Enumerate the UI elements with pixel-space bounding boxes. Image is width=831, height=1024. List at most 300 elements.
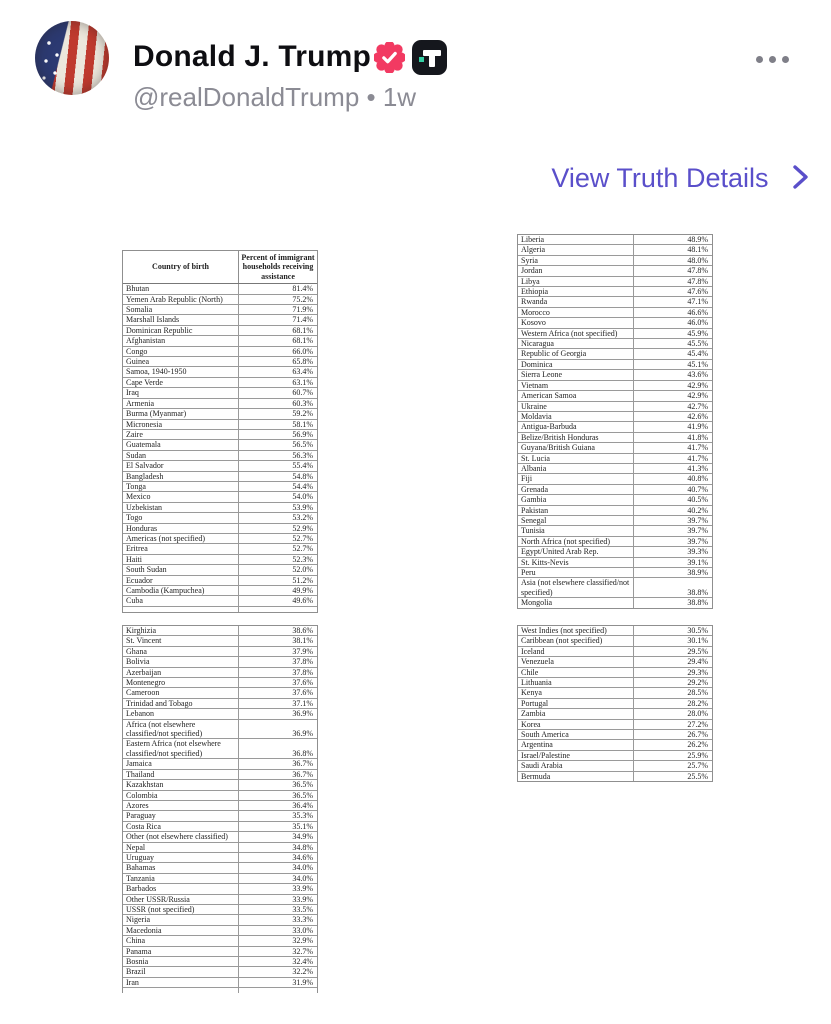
country-cell: Zambia bbox=[518, 709, 634, 718]
percent-cell: 36.7% bbox=[292, 769, 313, 779]
country-cell: Belize/British Honduras bbox=[518, 433, 634, 442]
table-row bbox=[518, 739, 712, 749]
country-cell: St. Vincent bbox=[123, 636, 239, 645]
percent-cell: 33.0% bbox=[292, 925, 313, 935]
country-cell: Cameroon bbox=[123, 688, 239, 697]
table-row bbox=[123, 554, 317, 564]
country-cell: Tanzania bbox=[123, 874, 239, 883]
country-cell: Pakistan bbox=[518, 506, 634, 515]
percent-cell: 25.7% bbox=[687, 761, 708, 771]
percent-cell: 45.4% bbox=[687, 349, 708, 359]
table-row bbox=[123, 575, 317, 585]
table-row bbox=[123, 325, 317, 335]
table-row bbox=[123, 687, 317, 697]
percent-cell: 45.1% bbox=[687, 359, 708, 369]
table-row bbox=[518, 265, 712, 275]
country-cell: Congo bbox=[123, 347, 239, 356]
table-row bbox=[123, 523, 317, 533]
table-row bbox=[123, 346, 317, 356]
table-row bbox=[123, 677, 317, 687]
country-cell: St. Lucia bbox=[518, 454, 634, 463]
table-row bbox=[518, 463, 712, 473]
percent-cell: 34.0% bbox=[292, 863, 313, 873]
truth-logo-teal-dot bbox=[419, 57, 424, 62]
percent-cell: 33.3% bbox=[292, 915, 313, 925]
country-cell: Kosovo bbox=[518, 318, 634, 327]
table-row bbox=[123, 698, 317, 708]
table-row bbox=[518, 677, 712, 687]
table-row bbox=[518, 390, 712, 400]
table-row bbox=[123, 502, 317, 512]
percent-cell: 39.7% bbox=[687, 526, 708, 536]
country-cell: Macedonia bbox=[123, 926, 239, 935]
country-cell: Mongolia bbox=[518, 598, 634, 607]
ellipsis-menu-icon[interactable] bbox=[756, 56, 789, 63]
percent-cell: 43.6% bbox=[687, 370, 708, 380]
percent-cell: 40.7% bbox=[687, 484, 708, 494]
table-row bbox=[123, 894, 317, 904]
country-cell: Yemen Arab Republic (North) bbox=[123, 295, 239, 304]
table-row bbox=[123, 429, 317, 439]
percent-cell: 36.5% bbox=[292, 780, 313, 790]
table-row bbox=[123, 439, 317, 449]
percent-cell: 26.7% bbox=[687, 730, 708, 740]
country-cell: Ghana bbox=[123, 647, 239, 656]
percent-cell: 38.1% bbox=[292, 636, 313, 646]
table-row bbox=[123, 873, 317, 883]
percent-cell: 34.6% bbox=[292, 852, 313, 862]
country-cell: Costa Rica bbox=[123, 822, 239, 831]
percent-cell: 36.9% bbox=[292, 709, 313, 719]
country-cell: Nicaragua bbox=[518, 339, 634, 348]
table-row bbox=[518, 687, 712, 697]
percent-cell: 47.6% bbox=[687, 287, 708, 297]
percent-cell: 29.3% bbox=[687, 667, 708, 677]
country-cell: South America bbox=[518, 730, 634, 739]
percent-cell: 25.9% bbox=[687, 750, 708, 760]
chevron-right-icon bbox=[792, 164, 810, 190]
table-row bbox=[518, 276, 712, 286]
clipped-partial-row bbox=[123, 606, 317, 612]
percent-cell: 54.0% bbox=[292, 492, 313, 502]
table-row bbox=[518, 760, 712, 770]
percent-cell: 29.5% bbox=[687, 646, 708, 656]
country-cell: Senegal bbox=[518, 516, 634, 525]
percent-cell: 37.6% bbox=[292, 688, 313, 698]
table-row bbox=[518, 296, 712, 306]
country-cell: Paraguay bbox=[123, 811, 239, 820]
assistance-table-top-right bbox=[517, 234, 713, 609]
percent-cell: 32.2% bbox=[292, 967, 313, 977]
percent-cell: 37.9% bbox=[292, 646, 313, 656]
table-row bbox=[518, 255, 712, 265]
table-row bbox=[123, 512, 317, 522]
country-cell: Tunisia bbox=[518, 526, 634, 535]
table-row bbox=[123, 419, 317, 429]
table-row bbox=[518, 411, 712, 421]
table-header-row bbox=[123, 251, 317, 284]
percent-cell: 30.5% bbox=[687, 626, 708, 635]
percent-cell: 71.9% bbox=[292, 305, 313, 315]
table-row bbox=[123, 398, 317, 408]
percent-cell: 48.0% bbox=[687, 255, 708, 265]
country-cell: Africa (not elsewhere classified/not specified) bbox=[123, 720, 239, 739]
country-cell: Gambia bbox=[518, 495, 634, 504]
percent-cell: 28.5% bbox=[687, 688, 708, 698]
percent-cell: 60.7% bbox=[292, 388, 313, 398]
percent-cell: 36.5% bbox=[292, 790, 313, 800]
country-cell: Iran bbox=[123, 978, 239, 987]
country-cell: Americas (not specified) bbox=[123, 534, 239, 543]
table-row bbox=[518, 484, 712, 494]
country-cell: Uzbekistan bbox=[123, 503, 239, 512]
country-cell: Bermuda bbox=[518, 772, 634, 781]
table-row bbox=[123, 800, 317, 810]
table-row bbox=[518, 286, 712, 296]
table-row bbox=[123, 356, 317, 366]
table-row bbox=[518, 536, 712, 546]
country-cell: Chile bbox=[518, 668, 634, 677]
percent-cell: 54.8% bbox=[292, 471, 313, 481]
country-cell: Guinea bbox=[123, 357, 239, 366]
country-cell: Marshall Islands bbox=[123, 315, 239, 324]
percent-cell: 37.8% bbox=[292, 667, 313, 677]
percent-cell: 58.1% bbox=[292, 419, 313, 429]
country-cell: Guatemala bbox=[123, 440, 239, 449]
truth-social-logo bbox=[412, 40, 447, 75]
percent-cell: 55.4% bbox=[292, 461, 313, 471]
country-cell: Uruguay bbox=[123, 853, 239, 862]
percent-cell: 39.1% bbox=[687, 557, 708, 567]
percent-cell: 25.5% bbox=[687, 771, 708, 781]
country-cell: Fiji bbox=[518, 474, 634, 483]
percent-cell: 32.9% bbox=[292, 936, 313, 946]
table-row bbox=[123, 294, 317, 304]
percent-cell: 37.6% bbox=[292, 678, 313, 688]
country-cell: Afghanistan bbox=[123, 336, 239, 345]
percent-cell: 37.8% bbox=[292, 657, 313, 667]
table-row bbox=[123, 883, 317, 893]
country-cell: Barbados bbox=[123, 884, 239, 893]
percent-cell: 28.2% bbox=[687, 698, 708, 708]
table-row bbox=[123, 821, 317, 831]
percent-cell: 33.5% bbox=[292, 904, 313, 914]
table-row bbox=[123, 656, 317, 666]
country-cell: St. Kitts-Nevis bbox=[518, 558, 634, 567]
country-cell: Bolivia bbox=[123, 657, 239, 666]
percent-cell: 29.4% bbox=[687, 657, 708, 667]
percent-cell: 47.8% bbox=[687, 266, 708, 276]
column-header-country: Country of birth bbox=[123, 251, 239, 283]
country-cell: Mexico bbox=[123, 492, 239, 501]
table-row bbox=[123, 366, 317, 376]
percent-cell: 30.1% bbox=[687, 636, 708, 646]
country-cell: Cambodia (Kampuchea) bbox=[123, 586, 239, 595]
table-row bbox=[518, 307, 712, 317]
percent-cell: 39.7% bbox=[687, 515, 708, 525]
percent-cell: 42.9% bbox=[687, 391, 708, 401]
table-row bbox=[518, 557, 712, 567]
author-handle[interactable]: @realDonaldTrump • 1w bbox=[133, 82, 417, 112]
table-row bbox=[123, 779, 317, 789]
table-row bbox=[123, 842, 317, 852]
table-row bbox=[518, 442, 712, 452]
table-row bbox=[123, 831, 317, 841]
table-row bbox=[123, 719, 317, 739]
country-cell: Haiti bbox=[123, 555, 239, 564]
percent-cell: 52.0% bbox=[292, 565, 313, 575]
table-row bbox=[518, 597, 712, 607]
percent-cell: 46.6% bbox=[687, 307, 708, 317]
percent-cell: 68.1% bbox=[292, 336, 313, 346]
table-row bbox=[123, 314, 317, 324]
country-cell: North Africa (not specified) bbox=[518, 537, 634, 546]
country-cell: Nepal bbox=[123, 843, 239, 852]
table-row bbox=[518, 338, 712, 348]
percent-cell: 45.9% bbox=[687, 328, 708, 338]
table-row bbox=[518, 453, 712, 463]
percent-cell: 49.9% bbox=[292, 586, 313, 595]
country-cell: West Indies (not specified) bbox=[518, 626, 634, 635]
assistance-table-bottom-left bbox=[122, 625, 318, 993]
table-row bbox=[123, 481, 317, 491]
country-cell: Asia (not elsewhere classified/not specified) bbox=[518, 578, 634, 597]
table-row bbox=[518, 567, 712, 577]
percent-cell: 35.1% bbox=[292, 821, 313, 831]
country-cell: Egypt/United Arab Rep. bbox=[518, 547, 634, 556]
table-row bbox=[518, 729, 712, 739]
percent-cell: 41.7% bbox=[687, 443, 708, 453]
table-row bbox=[123, 769, 317, 779]
percent-cell: 31.9% bbox=[292, 977, 313, 987]
table-row bbox=[123, 790, 317, 800]
table-row bbox=[123, 491, 317, 501]
country-cell: Venezuela bbox=[518, 657, 634, 666]
country-cell: Jordan bbox=[518, 266, 634, 275]
table-row bbox=[518, 348, 712, 358]
table-row bbox=[123, 977, 317, 987]
percent-cell: 36.7% bbox=[292, 759, 313, 769]
table-row bbox=[518, 698, 712, 708]
country-cell: Honduras bbox=[123, 524, 239, 533]
table-row bbox=[123, 667, 317, 677]
table-row bbox=[518, 708, 712, 718]
country-cell: Dominican Republic bbox=[123, 326, 239, 335]
table-row bbox=[123, 533, 317, 543]
percent-cell: 35.3% bbox=[292, 811, 313, 821]
table-row bbox=[518, 359, 712, 369]
percent-cell: 40.5% bbox=[687, 495, 708, 505]
country-cell: Kirghizia bbox=[123, 626, 239, 635]
country-cell: Republic of Georgia bbox=[518, 349, 634, 358]
percent-cell: 54.4% bbox=[292, 481, 313, 491]
table-row bbox=[518, 626, 712, 635]
table-row bbox=[123, 966, 317, 976]
table-row bbox=[123, 304, 317, 314]
country-cell: Korea bbox=[518, 720, 634, 729]
country-cell: Bhutan bbox=[123, 284, 239, 293]
country-cell: Cape Verde bbox=[123, 378, 239, 387]
avatar[interactable] bbox=[35, 21, 109, 95]
country-cell: Sudan bbox=[123, 451, 239, 460]
table-row bbox=[123, 862, 317, 872]
table-row bbox=[123, 852, 317, 862]
table-row bbox=[518, 505, 712, 515]
percent-cell: 41.9% bbox=[687, 422, 708, 432]
percent-cell: 49.6% bbox=[292, 596, 313, 606]
table-row bbox=[518, 515, 712, 525]
percent-cell: 37.1% bbox=[292, 698, 313, 708]
percent-cell: 27.2% bbox=[687, 719, 708, 729]
country-cell: Algeria bbox=[518, 245, 634, 254]
table-row bbox=[123, 904, 317, 914]
view-truth-details-link[interactable] bbox=[0, 163, 810, 194]
table-row bbox=[518, 328, 712, 338]
table-row bbox=[518, 646, 712, 656]
percent-cell: 81.4% bbox=[292, 284, 313, 294]
percent-cell: 56.9% bbox=[292, 429, 313, 439]
percent-cell: 32.7% bbox=[292, 946, 313, 956]
table-row bbox=[123, 956, 317, 966]
table-row bbox=[123, 635, 317, 645]
country-cell: Samoa, 1940-1950 bbox=[123, 367, 239, 376]
table-row bbox=[123, 450, 317, 460]
country-cell: Grenada bbox=[518, 485, 634, 494]
percent-cell: 42.7% bbox=[687, 401, 708, 411]
table-row bbox=[123, 595, 317, 605]
country-cell: Caribbean (not specified) bbox=[518, 636, 634, 645]
table-row bbox=[123, 810, 317, 820]
table-row bbox=[123, 471, 317, 481]
country-cell: Sierra Leone bbox=[518, 370, 634, 379]
percent-cell: 36.4% bbox=[292, 800, 313, 810]
country-cell: Panama bbox=[123, 947, 239, 956]
country-cell: Burma (Myanmar) bbox=[123, 409, 239, 418]
country-cell: Trinidad and Tobago bbox=[123, 699, 239, 708]
country-cell: South Sudan bbox=[123, 565, 239, 574]
country-cell: Nigeria bbox=[123, 915, 239, 924]
table-row bbox=[123, 460, 317, 470]
country-cell: El Salvador bbox=[123, 461, 239, 470]
country-cell: Libya bbox=[518, 277, 634, 286]
country-cell: Micronesia bbox=[123, 420, 239, 429]
clipped-partial-row bbox=[123, 987, 317, 993]
percent-cell: 41.7% bbox=[687, 453, 708, 463]
author-name[interactable]: Donald J. Trump bbox=[133, 40, 372, 73]
percent-cell: 38.8% bbox=[687, 598, 708, 608]
percent-cell: 51.2% bbox=[292, 575, 313, 585]
percent-cell: 39.7% bbox=[687, 536, 708, 546]
country-cell: USSR (not specified) bbox=[123, 905, 239, 914]
country-cell: Argentina bbox=[518, 740, 634, 749]
percent-cell: 63.4% bbox=[292, 367, 313, 377]
percent-cell: 56.3% bbox=[292, 450, 313, 460]
percent-cell: 75.2% bbox=[292, 294, 313, 304]
percent-cell: 52.7% bbox=[292, 544, 313, 554]
country-cell: Portugal bbox=[518, 699, 634, 708]
country-cell: Montenegro bbox=[123, 678, 239, 687]
country-cell: Armenia bbox=[123, 399, 239, 408]
percent-cell: 39.3% bbox=[687, 547, 708, 557]
percent-cell: 41.8% bbox=[687, 432, 708, 442]
country-cell: Azores bbox=[123, 801, 239, 810]
country-cell: Guyana/British Guiana bbox=[518, 443, 634, 452]
country-cell: Thailand bbox=[123, 770, 239, 779]
country-cell: Iceland bbox=[518, 647, 634, 656]
table-row bbox=[123, 935, 317, 945]
truth-logo-vertical-bar bbox=[429, 50, 435, 66]
country-cell: Cuba bbox=[123, 596, 239, 605]
percent-cell: 38.6% bbox=[292, 626, 313, 635]
table-row bbox=[518, 317, 712, 327]
country-cell: Kazakhstan bbox=[123, 780, 239, 789]
country-cell: China bbox=[123, 936, 239, 945]
table-row bbox=[518, 577, 712, 597]
country-cell: American Samoa bbox=[518, 391, 634, 400]
country-cell: Togo bbox=[123, 513, 239, 522]
country-cell: Jamaica bbox=[123, 759, 239, 768]
country-cell: Rwanda bbox=[518, 297, 634, 306]
percent-cell: 65.8% bbox=[292, 357, 313, 367]
percent-cell: 68.1% bbox=[292, 325, 313, 335]
percent-cell: 38.9% bbox=[687, 568, 708, 577]
table-row bbox=[123, 914, 317, 924]
country-cell: Iraq bbox=[123, 388, 239, 397]
country-cell: Kenya bbox=[518, 688, 634, 697]
table-row bbox=[123, 626, 317, 635]
percent-cell: 40.8% bbox=[687, 474, 708, 484]
verified-check-icon bbox=[374, 42, 405, 73]
percent-cell: 42.9% bbox=[687, 380, 708, 390]
view-truth-details-label: View Truth Details bbox=[551, 163, 769, 193]
table-row bbox=[123, 377, 317, 387]
table-row bbox=[518, 750, 712, 760]
assistance-table-bottom-right bbox=[517, 625, 713, 782]
percent-cell: 48.9% bbox=[687, 235, 708, 244]
percent-cell: 34.0% bbox=[292, 873, 313, 883]
percent-cell: 56.5% bbox=[292, 440, 313, 450]
country-cell: Ecuador bbox=[123, 576, 239, 585]
table-row bbox=[123, 646, 317, 656]
country-cell: Saudi Arabia bbox=[518, 761, 634, 770]
percent-cell: 53.2% bbox=[292, 513, 313, 523]
table-row bbox=[123, 543, 317, 553]
table-row bbox=[518, 473, 712, 483]
country-cell: Western Africa (not specified) bbox=[518, 329, 634, 338]
country-cell: Antigua-Barbuda bbox=[518, 422, 634, 431]
country-cell: Colombia bbox=[123, 791, 239, 800]
table-row bbox=[123, 946, 317, 956]
table-row bbox=[518, 719, 712, 729]
country-cell: Morocco bbox=[518, 308, 634, 317]
percent-cell: 28.0% bbox=[687, 709, 708, 719]
table-row bbox=[518, 525, 712, 535]
percent-cell: 45.5% bbox=[687, 339, 708, 349]
table-row bbox=[123, 408, 317, 418]
table-row bbox=[123, 925, 317, 935]
table-row bbox=[123, 335, 317, 345]
percent-cell: 36.9% bbox=[292, 729, 313, 739]
country-cell: Somalia bbox=[123, 305, 239, 314]
table-row bbox=[518, 369, 712, 379]
percent-cell: 34.8% bbox=[292, 842, 313, 852]
table-row bbox=[123, 387, 317, 397]
table-row bbox=[518, 635, 712, 645]
percent-cell: 32.4% bbox=[292, 957, 313, 966]
percent-cell: 40.2% bbox=[687, 505, 708, 515]
country-cell: Azerbaijan bbox=[123, 668, 239, 677]
country-cell: Syria bbox=[518, 256, 634, 265]
